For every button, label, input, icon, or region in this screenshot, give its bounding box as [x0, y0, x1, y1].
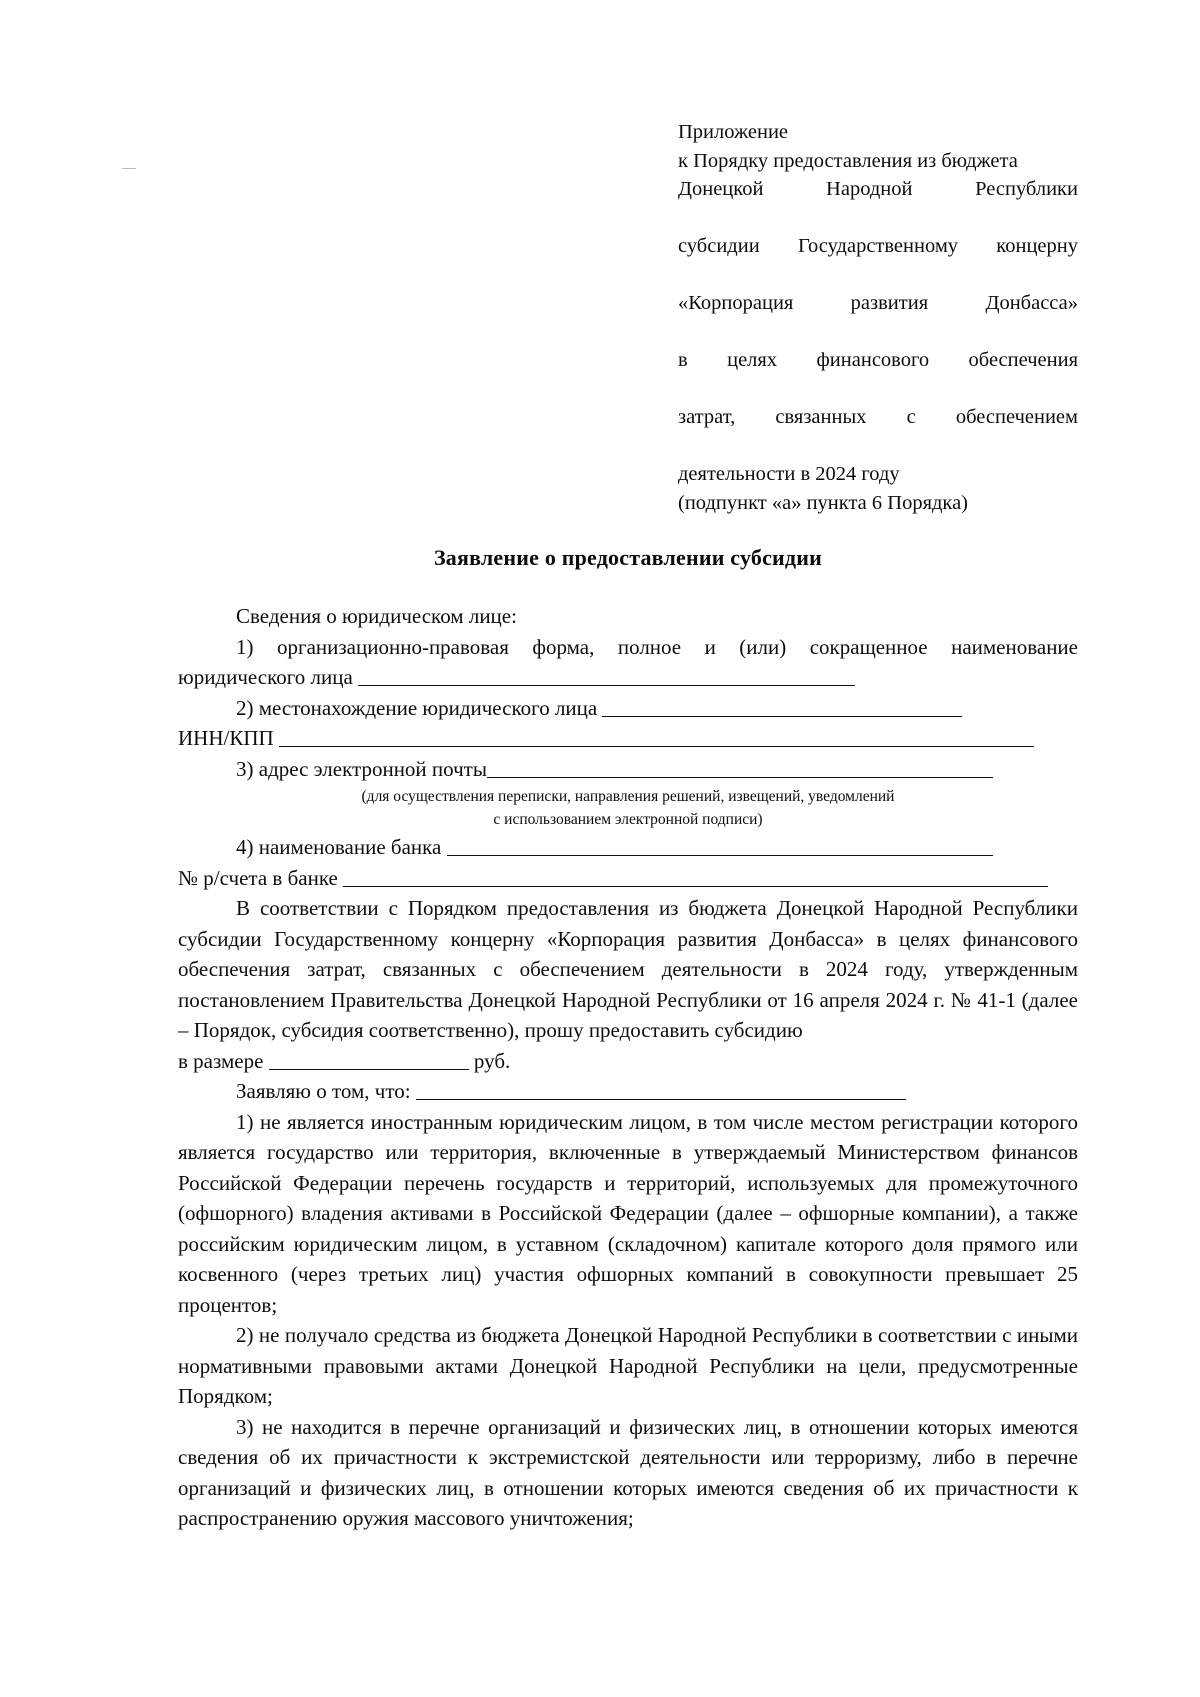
header-line-5: «Корпорация развития Донбасса» — [678, 292, 1078, 314]
header-line-8: деятельности в 2024 году — [678, 463, 900, 485]
header-line-2: к Порядку предоставления из бюджета — [678, 149, 1018, 172]
field-item-3-note-line-1: (для осуществления переписки, направления решений, извещений, уведомлений — [361, 788, 895, 805]
page-margin-tick — [122, 168, 136, 169]
field-item-3-note-line-2: с использованием электронной подписи) — [493, 811, 763, 828]
header-line-3: Донецкой Народной Республики — [678, 178, 1078, 200]
header-line-6: в целях финансового обеспечения — [678, 349, 1078, 371]
header-line-4: субсидии Государственному концерну — [678, 235, 1078, 257]
field-account-number — [178, 863, 1078, 894]
field-inn-kpp-input[interactable] — [279, 727, 1034, 747]
declare-label: Заявляю о том, что: — [236, 1079, 411, 1103]
field-item-2 — [178, 693, 1078, 724]
field-item-1-label: 1) организационно-правовая форма, полное и (или) сокращенное наименование юридического лица — [178, 634, 1078, 689]
field-item-3-label: 3) адрес электронной почты — [236, 756, 487, 781]
paragraph-amount — [178, 1046, 1078, 1077]
document-body — [178, 601, 1078, 1534]
amount-input[interactable] — [269, 1050, 469, 1070]
field-item-4-label: 4) наименование банка — [236, 835, 442, 859]
section-intro: Сведения о юридическом лице: — [236, 604, 517, 628]
field-item-4 — [178, 832, 1078, 863]
document-content — [178, 118, 1078, 1534]
field-inn-kpp — [178, 723, 1078, 754]
field-inn-kpp-label: ИНН/КПП — [178, 726, 274, 750]
header-line-9: (подпункт «а» пункта 6 Порядка) — [678, 491, 969, 514]
field-item-1 — [178, 632, 1078, 693]
field-item-3-input[interactable] — [487, 758, 993, 778]
declare-input[interactable] — [416, 1080, 906, 1100]
header-line-1: Приложение — [678, 121, 789, 143]
paragraph-conformity: В соответствии с Порядком предоставления из бюджета Донецкой Народной Республики субсидии Государственному концерну «Корпорация развития Донбасса» в целях финансового обеспечения затрат, связанных с обеспечением деятельности в 2024 году, утвержденным постановлением Правительства Донецкой Народной Республики от 16 апреля 2024 г. № 41-1 (далее – Порядок, субсидия соответственно), прошу предоставить субсидию — [178, 896, 1078, 1042]
paragraph-declare — [178, 1076, 1078, 1107]
field-item-2-label: 2) местонахождение юридического лица — [236, 695, 598, 720]
declaration-item-3: 3) не находится в перечне организаций и физических лиц, в отношении которых имеются сведения об их причастности к экстремистской деятельности или терроризму, либо в перечне организаций и физических лиц, в отношении которых имеются сведения об их причастности к распространению оружия массового уничтожения; — [178, 1414, 1078, 1530]
field-account-number-label: № р/счета в банке — [178, 865, 338, 890]
field-item-4-input[interactable] — [447, 836, 993, 856]
declaration-item-2: 2) не получало средства из бюджета Донецкой Народной Республики в соответствии с иными нормативными правовыми актами Донецкой Народной Республики на цели, предусмотренные Порядком; — [178, 1323, 1078, 1408]
field-item-1-input[interactable] — [358, 666, 855, 686]
field-item-3 — [178, 754, 1078, 785]
document-header-block — [678, 118, 1078, 517]
amount-suffix-label: руб. — [473, 1048, 511, 1073]
header-line-7: затрат, связанных с обеспечением — [678, 406, 1078, 428]
field-item-2-input[interactable] — [602, 697, 962, 717]
document-title: Заявление о предоставлении субсидии — [433, 545, 822, 570]
amount-prefix-label: в размере — [178, 1048, 264, 1073]
declaration-item-1: 1) не является иностранным юридическим лицом, в том числе местом регистрации которого является государство или территория, включенные в утверждаемый Министерством финансов Российской Федерации перечень государств и территорий, используемых для промежуточного (офшорного) владения активами в Российской Федерации (далее – офшорные компании), а также российским юридическим лицом, в уставном (складочном) капитале которого доля прямого или косвенного (через третьих лиц) участия офшорных компаний в совокупности превышает 25 процентов; — [178, 1109, 1078, 1317]
field-account-number-input[interactable] — [343, 867, 1048, 887]
